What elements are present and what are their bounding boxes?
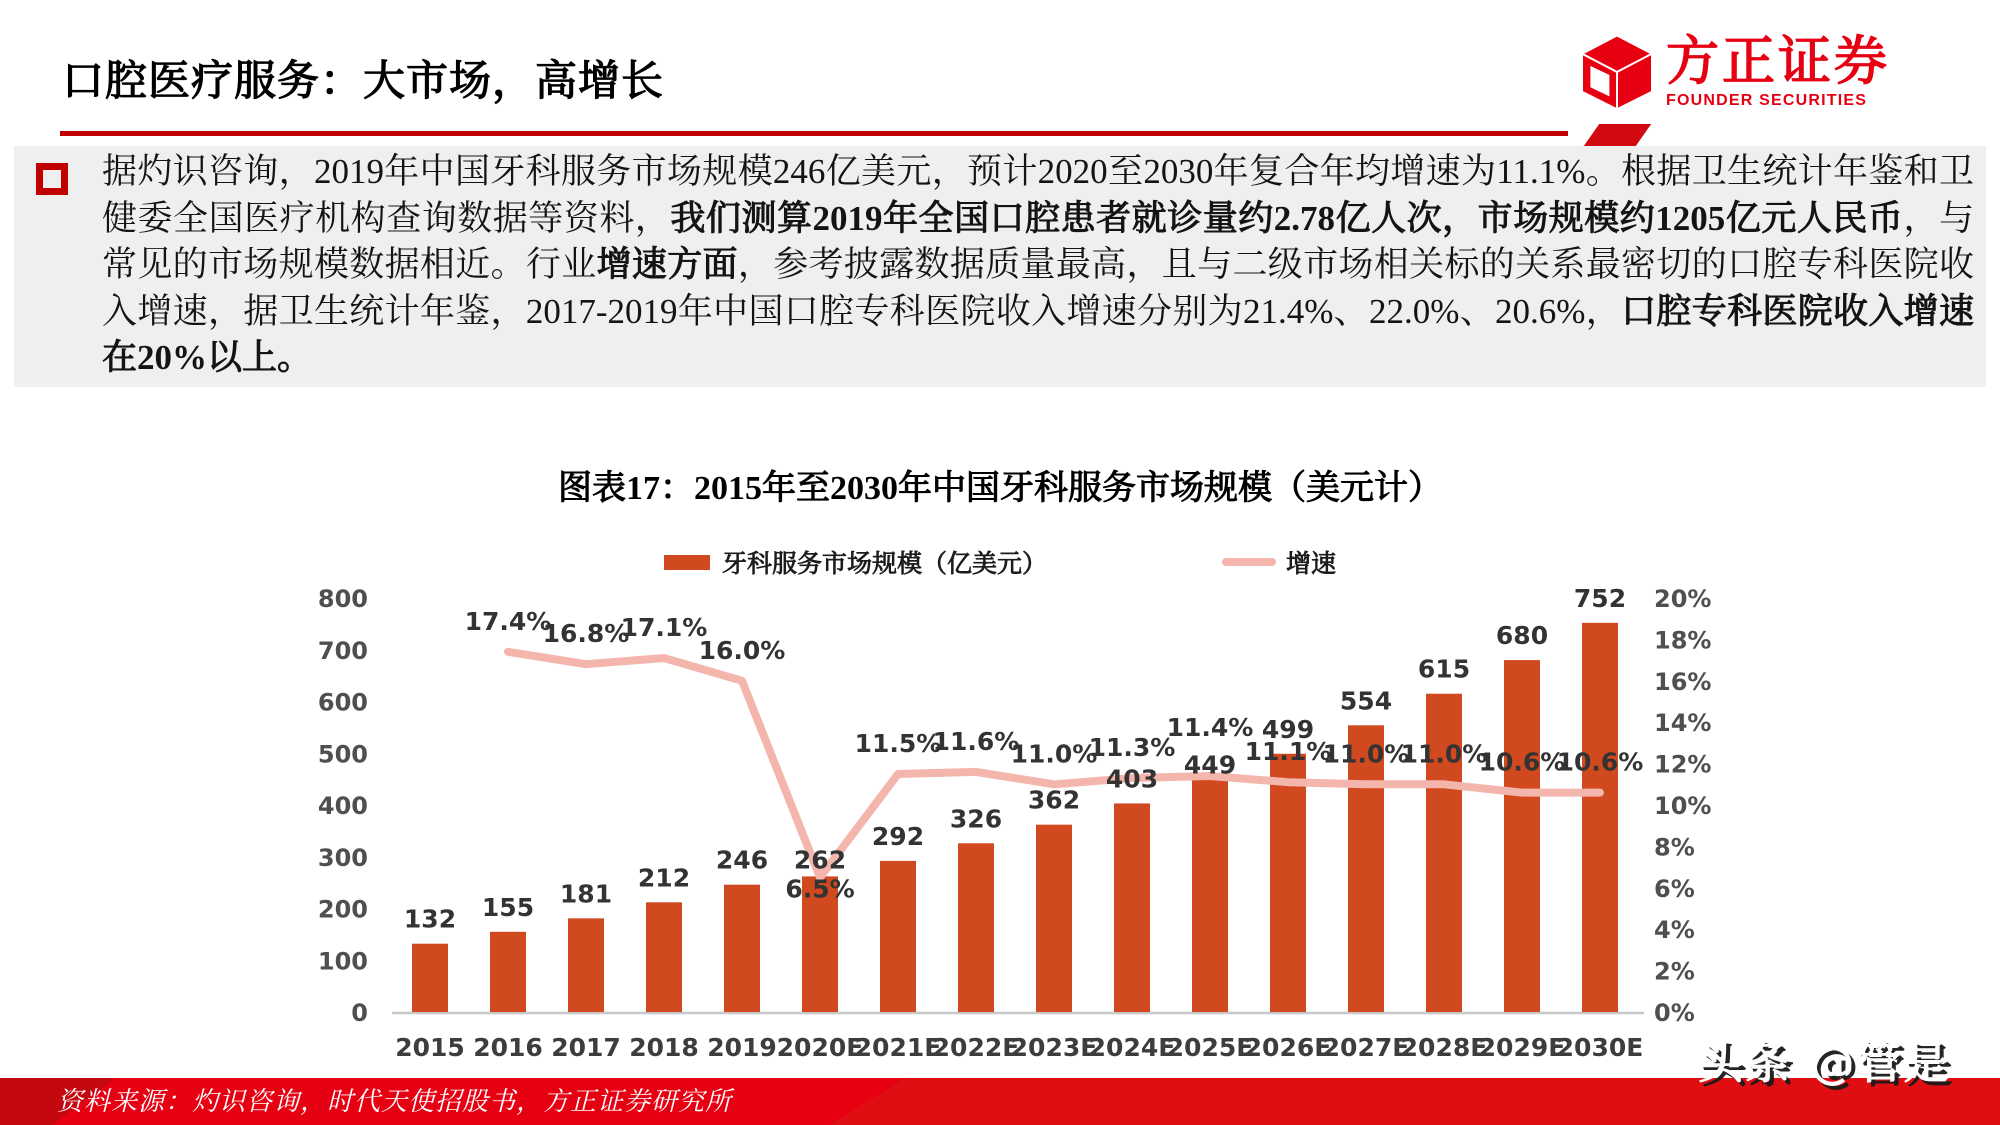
right-axis-tick: 18% — [1654, 626, 1712, 655]
x-tick-2022E: 2022E — [932, 1033, 1020, 1062]
left-axis-tick: 0 — [351, 999, 368, 1027]
bar-2019 — [724, 885, 760, 1012]
x-tick-2023E: 2023E — [1010, 1033, 1098, 1062]
x-tick-2027E: 2027E — [1322, 1033, 1410, 1062]
bar-value-2017: 181 — [559, 879, 613, 909]
x-tick-2024E: 2024E — [1088, 1033, 1176, 1062]
x-tick-2016: 2016 — [473, 1033, 543, 1062]
left-axis-tick: 400 — [317, 792, 368, 820]
right-axis-tick: 10% — [1654, 792, 1712, 820]
growth-label-2022E: 11.6% — [932, 726, 1020, 756]
right-axis-tick: 6% — [1654, 874, 1695, 903]
summary-text-run: 据灼识咨询，2019年中国牙科服务市场规模246亿美元，预计2020至2030年复合年均增速为11.1%。根据卫生统计年鉴和卫健委全国医疗机构查询数据等资料， — [102, 152, 1974, 238]
x-tick-2018: 2018 — [629, 1033, 699, 1062]
x-tick-2019: 2019 — [707, 1033, 777, 1062]
x-tick-2015: 2015 — [395, 1033, 465, 1062]
bar-value-2018: 212 — [637, 863, 691, 893]
bar-2022E — [958, 843, 994, 1012]
right-axis-tick: 12% — [1654, 750, 1712, 779]
summary-bold-run: 口腔专科医院收入增速在20%以上。 — [102, 291, 1974, 377]
bar-value-2021E: 292 — [871, 821, 925, 851]
growth-label-2017: 16.8% — [542, 619, 630, 649]
bar-value-2028E: 615 — [1417, 654, 1471, 684]
bar-series-label: 牙科服务市场规模（亿美元） — [721, 551, 1047, 578]
bar-2018 — [646, 902, 682, 1012]
bar-2024E — [1114, 803, 1150, 1012]
x-tick-2026E: 2026E — [1244, 1033, 1332, 1062]
growth-label-2016: 17.4% — [464, 606, 552, 636]
right-axis-tick: 20% — [1654, 585, 1712, 613]
x-tick-2025E: 2025E — [1166, 1033, 1254, 1062]
growth-label-2029E: 10.6% — [1478, 747, 1566, 777]
left-axis-tick: 200 — [317, 895, 368, 924]
right-axis-tick: 14% — [1654, 709, 1712, 738]
growth-label-2028E: 11.0% — [1400, 739, 1488, 769]
source-note: 资料来源：灼识咨询，时代天使招股书，方正证券研究所 — [57, 1087, 733, 1116]
bar-2017 — [568, 918, 604, 1012]
x-tick-2020E: 2020E — [776, 1033, 864, 1062]
bar-2025E — [1192, 780, 1228, 1012]
left-axis-tick: 300 — [317, 843, 368, 872]
chart-title: 图表17：2015年至2030年中国牙科服务市场规模（美元计） — [558, 470, 1442, 507]
bar-2021E — [880, 861, 916, 1012]
page-title: 口腔医疗服务：大市场，高增长 — [62, 59, 665, 105]
bar-value-2022E: 326 — [949, 804, 1003, 834]
right-axis-tick: 8% — [1654, 833, 1695, 862]
x-tick-2017: 2017 — [551, 1033, 621, 1062]
x-tick-2028E: 2028E — [1400, 1033, 1488, 1062]
growth-label-2019: 16.0% — [698, 635, 786, 665]
logo-cn-text: 方正证券 — [1666, 33, 1890, 91]
bar-2026E — [1270, 754, 1306, 1012]
x-tick-2021E: 2021E — [854, 1033, 942, 1062]
right-axis-tick: 0% — [1654, 999, 1695, 1027]
bar-value-2015: 132 — [403, 904, 457, 934]
left-axis-tick: 500 — [317, 740, 368, 769]
bar-value-2024E: 403 — [1105, 764, 1159, 794]
bar-2023E — [1036, 825, 1072, 1012]
summary-bold-run: 我们测算2019年全国口腔患者就诊量约2.78亿人次，市场规模约1205亿元人民币 — [670, 198, 1904, 238]
logo-en-text: FOUNDER SECURITIES — [1666, 92, 1868, 109]
right-axis-tick: 4% — [1654, 916, 1695, 945]
growth-label-2020E: 6.5% — [785, 874, 855, 904]
growth-label-2026E: 11.1% — [1244, 737, 1332, 767]
growth-label-2018: 17.1% — [620, 613, 708, 643]
left-axis-tick: 700 — [317, 636, 368, 665]
growth-label-2025E: 11.4% — [1166, 713, 1254, 743]
summary-bold-run: 增速方面 — [596, 245, 738, 284]
watermark-text: 头条 @管是 — [1698, 1036, 1951, 1089]
summary-text-run: ，参考披露数据质量最高，且与二级市场相关标的关系最密切的口腔专科医院收入增速，据卫生统计年鉴，2017-2019年中国口腔专科医院收入增速分别为21.4%、22.0%、20.6%， — [102, 245, 1974, 331]
growth-label-2021E: 11.5% — [854, 728, 942, 758]
bar-value-2027E: 554 — [1339, 686, 1393, 716]
bar-2030E — [1582, 623, 1618, 1012]
x-tick-2030E: 2030E — [1556, 1033, 1644, 1062]
x-tick-2029E: 2029E — [1478, 1033, 1566, 1062]
left-axis-tick: 800 — [317, 585, 368, 613]
growth-label-2027E: 11.0% — [1322, 739, 1410, 769]
summary-text-run: ，与常见的市场规模数据相近。行业 — [102, 198, 1974, 284]
growth-label-2023E: 11.0% — [1010, 739, 1098, 769]
growth-label-2024E: 11.3% — [1088, 733, 1176, 763]
bar-2016 — [490, 932, 526, 1012]
left-axis-tick: 600 — [317, 688, 368, 717]
line-series-label: 增速 — [1286, 551, 1337, 578]
growth-label-2030E: 10.6% — [1556, 747, 1644, 777]
bar-value-2029E: 680 — [1495, 621, 1549, 651]
right-axis-tick: 2% — [1654, 957, 1695, 986]
bar-value-2016: 155 — [481, 892, 535, 922]
bar-value-2020E: 262 — [793, 845, 847, 875]
bar-value-2030E: 752 — [1573, 583, 1627, 613]
bar-value-2026E: 499 — [1261, 714, 1315, 744]
bar-value-2019: 246 — [715, 845, 769, 875]
bar-value-2025E: 449 — [1183, 750, 1237, 780]
bar-2029E — [1504, 660, 1540, 1012]
right-axis-tick: 16% — [1654, 667, 1712, 696]
left-axis-tick: 100 — [317, 947, 368, 976]
bar-value-2023E: 362 — [1027, 785, 1081, 815]
bar-2015 — [412, 944, 448, 1012]
